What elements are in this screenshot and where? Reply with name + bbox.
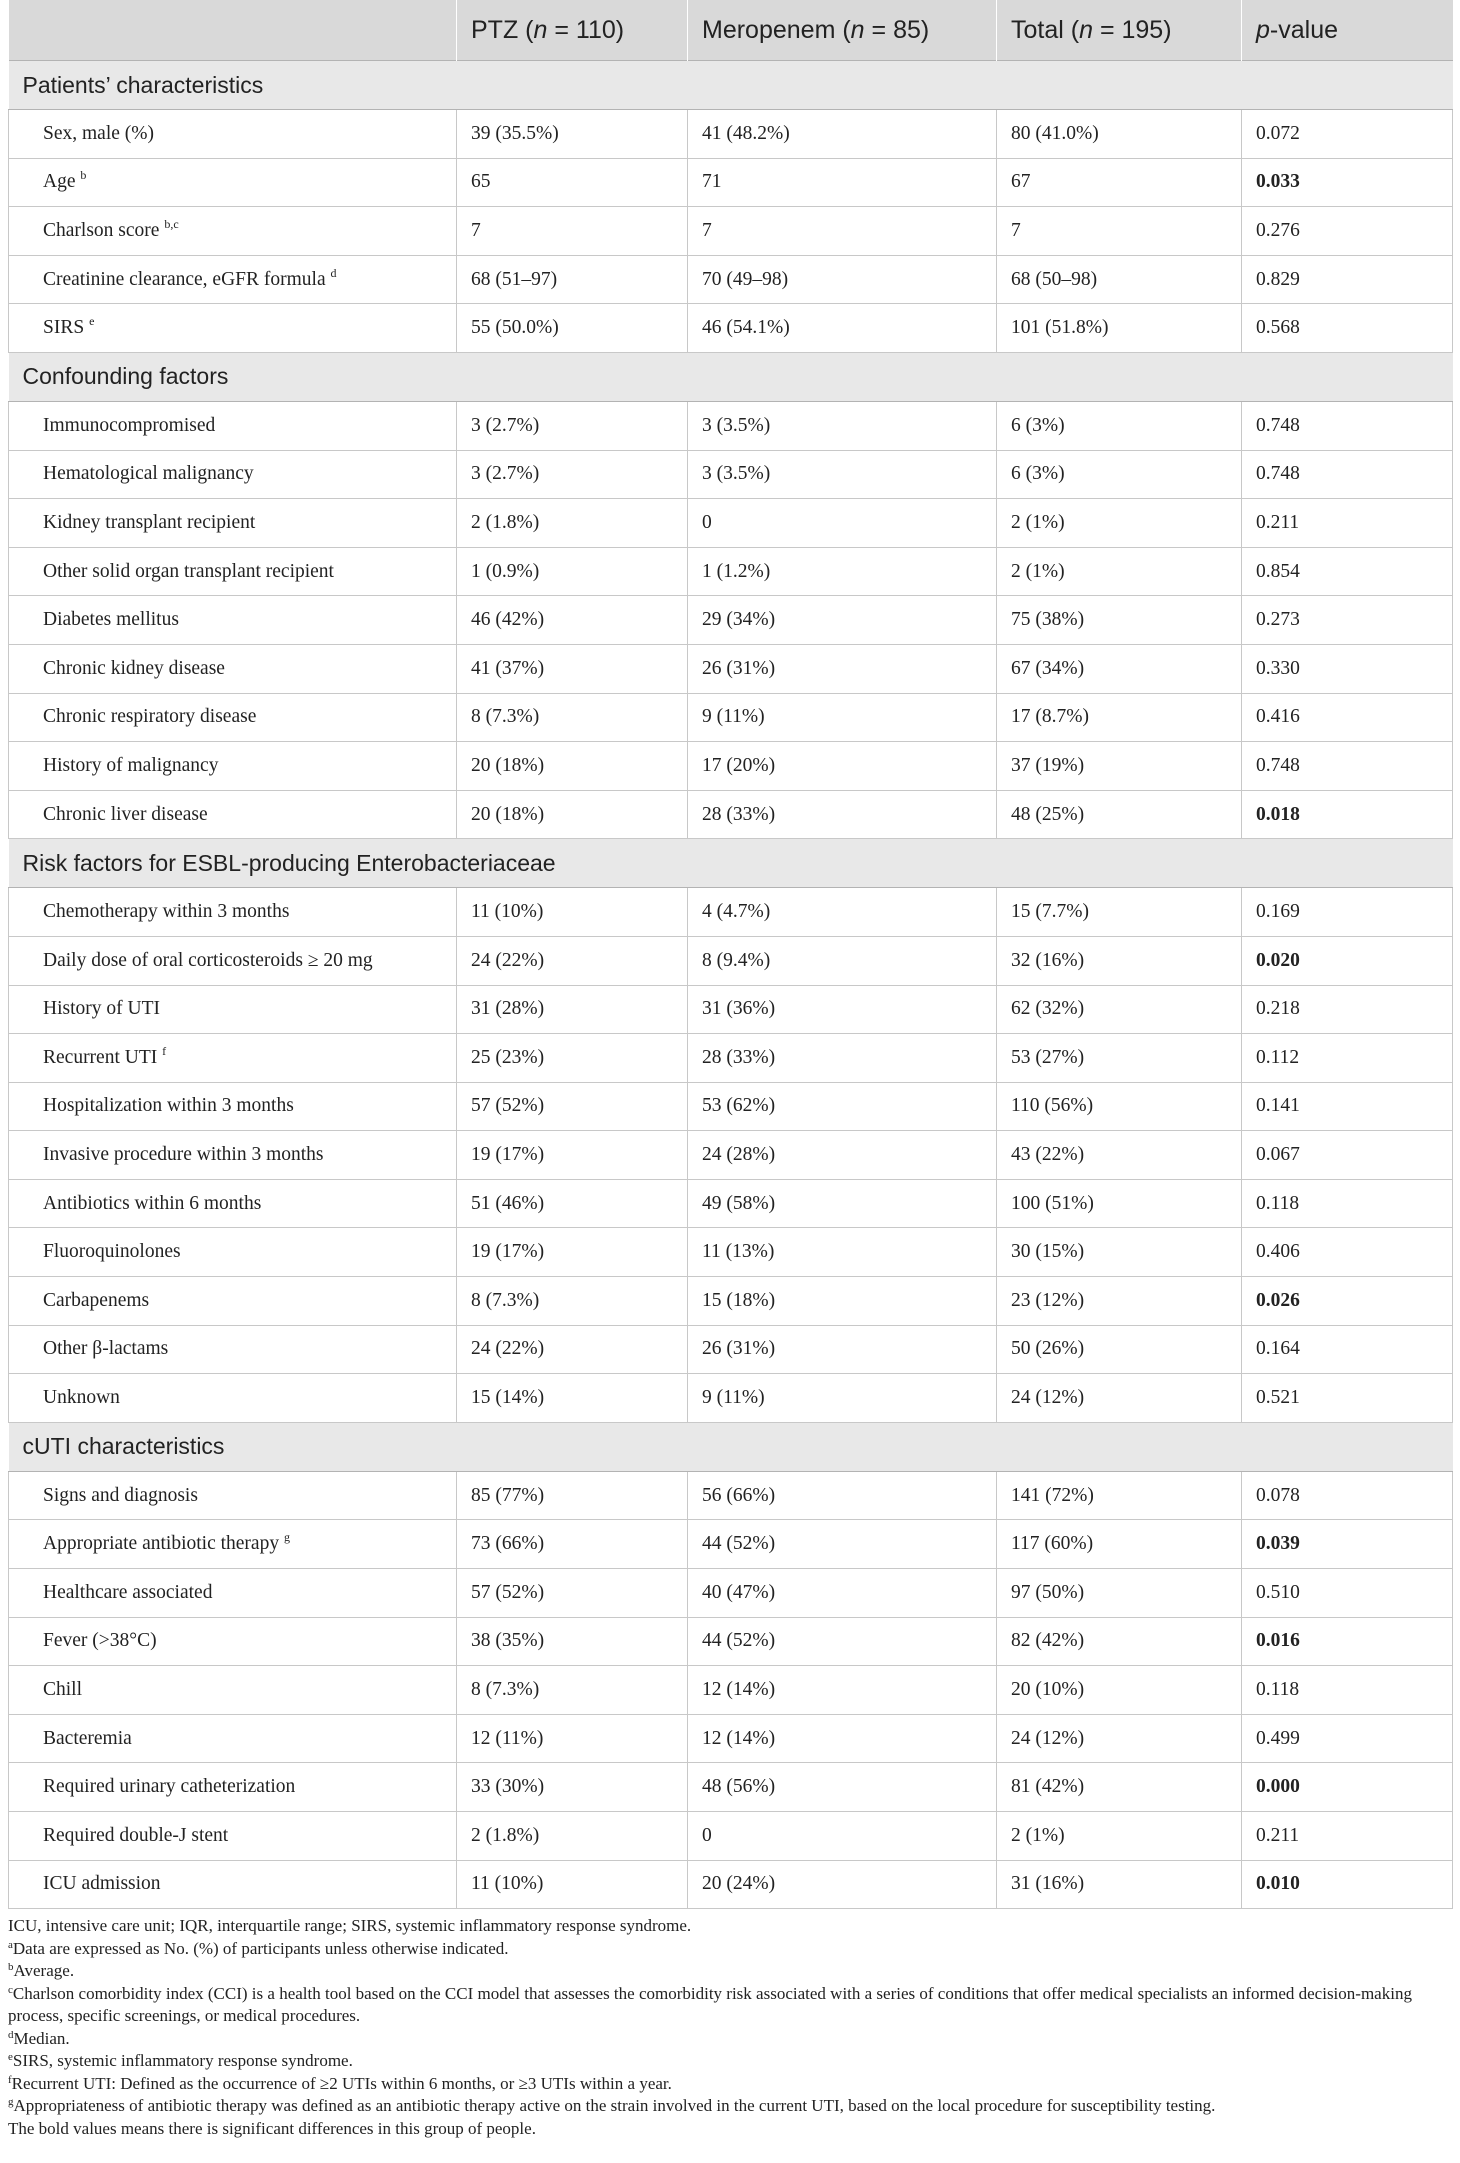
cell-p-value: 0.067 <box>1242 1131 1453 1180</box>
row-label <box>9 304 457 353</box>
row-label-text: Diabetes mellitus <box>43 609 179 631</box>
cell-ptz: 51 (46%) <box>457 1179 688 1228</box>
cell-ptz: 11 (10%) <box>457 1860 688 1909</box>
footnote-letter: f <box>8 2073 12 2086</box>
cell-meropenem: 44 (52%) <box>688 1617 997 1666</box>
footnote-letter: a <box>8 1938 13 1951</box>
cell-meropenem: 24 (28%) <box>688 1131 997 1180</box>
cell-p-value: 0.169 <box>1242 888 1453 937</box>
table-row <box>9 158 1453 207</box>
cell-meropenem: 29 (34%) <box>688 596 997 645</box>
cell-ptz: 55 (50.0%) <box>457 304 688 353</box>
cell-total: 50 (26%) <box>997 1325 1242 1374</box>
cell-ptz: 73 (66%) <box>457 1520 688 1569</box>
row-label <box>9 1617 457 1666</box>
footnote-text: Median. <box>13 2028 70 2048</box>
table-row <box>9 450 1453 499</box>
cell-ptz: 46 (42%) <box>457 596 688 645</box>
cell-ptz: 24 (22%) <box>457 936 688 985</box>
cell-total: 141 (72%) <box>997 1471 1242 1520</box>
cell-p-value: 0.026 <box>1242 1277 1453 1326</box>
row-label <box>9 1569 457 1618</box>
row-label-text: Fluoroquinolones <box>43 1241 181 1263</box>
table-row <box>9 1034 1453 1083</box>
row-label-text: Chill <box>43 1679 83 1701</box>
cell-p-value: 0.510 <box>1242 1569 1453 1618</box>
cell-meropenem: 1 (1.2%) <box>688 547 997 596</box>
header-label-column <box>9 0 457 61</box>
cell-meropenem: 12 (14%) <box>688 1666 997 1715</box>
footnote-marker: e <box>89 314 95 329</box>
cell-total: 24 (12%) <box>997 1714 1242 1763</box>
row-label-text: History of UTI <box>43 998 160 1020</box>
cell-meropenem: 71 <box>688 158 997 207</box>
table-row <box>9 1082 1453 1131</box>
cell-total: 80 (41.0%) <box>997 110 1242 159</box>
cell-p-value: 0.211 <box>1242 499 1453 548</box>
cell-meropenem: 12 (14%) <box>688 1714 997 1763</box>
cell-total: 67 <box>997 158 1242 207</box>
footnote-letter: c <box>8 1983 13 1996</box>
row-label <box>9 1860 457 1909</box>
table-row <box>9 1666 1453 1715</box>
cell-p-value: 0.829 <box>1242 255 1453 304</box>
table-container <box>8 0 1452 2140</box>
cell-total: 68 (50–98) <box>997 255 1242 304</box>
row-label <box>9 547 457 596</box>
row-label <box>9 742 457 791</box>
row-label-text: Recurrent UTI <box>43 1046 158 1068</box>
cell-meropenem: 3 (3.5%) <box>688 450 997 499</box>
header-meropenem: Meropenem (n = 85) <box>688 0 997 61</box>
characteristics-table <box>8 0 1453 1909</box>
cell-ptz: 38 (35%) <box>457 1617 688 1666</box>
cell-total: 15 (7.7%) <box>997 888 1242 937</box>
cell-total: 82 (42%) <box>997 1617 1242 1666</box>
cell-ptz: 8 (7.3%) <box>457 1277 688 1326</box>
table-row <box>9 255 1453 304</box>
cell-p-value: 0.406 <box>1242 1228 1453 1277</box>
cell-total: 24 (12%) <box>997 1374 1242 1423</box>
row-label <box>9 1374 457 1423</box>
cell-total: 30 (15%) <box>997 1228 1242 1277</box>
cell-total: 67 (34%) <box>997 644 1242 693</box>
table-row <box>9 596 1453 645</box>
table-row <box>9 1860 1453 1909</box>
footnote <box>8 1983 1452 2028</box>
cell-p-value: 0.499 <box>1242 1714 1453 1763</box>
cell-meropenem: 15 (18%) <box>688 1277 997 1326</box>
cell-p-value: 0.112 <box>1242 1034 1453 1083</box>
cell-total: 23 (12%) <box>997 1277 1242 1326</box>
cell-meropenem: 9 (11%) <box>688 693 997 742</box>
table-row <box>9 790 1453 839</box>
section-title: cUTI characteristics <box>9 1422 1453 1471</box>
cell-meropenem: 0 <box>688 1812 997 1861</box>
table-row <box>9 110 1453 159</box>
cell-total: 31 (16%) <box>997 1860 1242 1909</box>
cell-p-value: 0.020 <box>1242 936 1453 985</box>
row-label <box>9 1034 457 1083</box>
cell-meropenem: 40 (47%) <box>688 1569 997 1618</box>
header-ptz: PTZ (n = 110) <box>457 0 688 61</box>
cell-p-value: 0.078 <box>1242 1471 1453 1520</box>
row-label-text: Sex, male (%) <box>43 122 155 144</box>
row-label-text: History of malignancy <box>43 754 219 776</box>
table-row <box>9 304 1453 353</box>
cell-ptz: 8 (7.3%) <box>457 693 688 742</box>
row-label <box>9 1277 457 1326</box>
cell-total: 97 (50%) <box>997 1569 1242 1618</box>
cell-total: 32 (16%) <box>997 936 1242 985</box>
cell-ptz: 33 (30%) <box>457 1763 688 1812</box>
cell-ptz: 19 (17%) <box>457 1131 688 1180</box>
row-label <box>9 693 457 742</box>
row-label <box>9 644 457 693</box>
header-p-value: p-value <box>1242 0 1453 61</box>
footnote-text: Recurrent UTI: Defined as the occurrence of ≥2 UTIs within 6 months, or ≥3 UTIs within a year. <box>11 2073 672 2093</box>
cell-ptz: 20 (18%) <box>457 790 688 839</box>
section-header-row <box>9 61 1453 110</box>
row-label <box>9 158 457 207</box>
cell-p-value: 0.118 <box>1242 1666 1453 1715</box>
table-row <box>9 1471 1453 1520</box>
cell-p-value: 0.330 <box>1242 644 1453 693</box>
table-body <box>9 61 1453 1909</box>
cell-meropenem: 26 (31%) <box>688 644 997 693</box>
cell-ptz: 57 (52%) <box>457 1082 688 1131</box>
section-header-row <box>9 352 1453 401</box>
cell-p-value: 0.072 <box>1242 110 1453 159</box>
footnote <box>8 2095 1452 2118</box>
cell-total: 62 (32%) <box>997 985 1242 1034</box>
cell-total: 43 (22%) <box>997 1131 1242 1180</box>
cell-p-value: 0.141 <box>1242 1082 1453 1131</box>
cell-meropenem: 9 (11%) <box>688 1374 997 1423</box>
cell-p-value: 0.748 <box>1242 401 1453 450</box>
footnote-marker: d <box>330 265 337 280</box>
row-label <box>9 1228 457 1277</box>
cell-total: 2 (1%) <box>997 499 1242 548</box>
table-row <box>9 1131 1453 1180</box>
table-row <box>9 1325 1453 1374</box>
table-row <box>9 936 1453 985</box>
cell-p-value: 0.521 <box>1242 1374 1453 1423</box>
footnote-letter: d <box>8 2028 14 2041</box>
table-row <box>9 499 1453 548</box>
row-label <box>9 1082 457 1131</box>
row-label-text: Invasive procedure within 3 months <box>43 1144 324 1166</box>
section-header-row <box>9 839 1453 888</box>
footnote <box>8 2073 1452 2096</box>
row-label <box>9 1714 457 1763</box>
footnote-marker: b <box>80 168 87 183</box>
cell-total: 53 (27%) <box>997 1034 1242 1083</box>
table-row <box>9 1374 1453 1423</box>
cell-p-value: 0.033 <box>1242 158 1453 207</box>
row-label-text: Other β-lactams <box>43 1338 169 1360</box>
table-row <box>9 1569 1453 1618</box>
row-label <box>9 1179 457 1228</box>
footnote-text: Charlson comorbidity index (CCI) is a health tool based on the CCI model that assesses the comorbidity risk associated with a series of conditions that offer medical specialists an informed decision-making process, specific screenings, or medical procedures. <box>8 1983 1412 2026</box>
cell-p-value: 0.218 <box>1242 985 1453 1034</box>
cell-p-value: 0.748 <box>1242 742 1453 791</box>
cell-total: 117 (60%) <box>997 1520 1242 1569</box>
row-label <box>9 790 457 839</box>
row-label-text: Appropriate antibiotic therapy <box>43 1533 280 1555</box>
cell-ptz: 20 (18%) <box>457 742 688 791</box>
header-total: Total (n = 195) <box>997 0 1242 61</box>
header-row <box>9 0 1453 61</box>
row-label <box>9 1812 457 1861</box>
cell-ptz: 15 (14%) <box>457 1374 688 1423</box>
cell-meropenem: 49 (58%) <box>688 1179 997 1228</box>
cell-p-value: 0.018 <box>1242 790 1453 839</box>
footnote-letter: e <box>8 2051 13 2064</box>
footnote <box>8 1915 1452 1938</box>
cell-p-value: 0.016 <box>1242 1617 1453 1666</box>
row-label-text: Signs and diagnosis <box>43 1484 198 1506</box>
row-label <box>9 401 457 450</box>
cell-ptz: 68 (51–97) <box>457 255 688 304</box>
table-row <box>9 742 1453 791</box>
table-row <box>9 1520 1453 1569</box>
cell-ptz: 19 (17%) <box>457 1228 688 1277</box>
footnote-text: Appropriateness of antibiotic therapy was defined as an antibiotic therapy active on the strain involved in the current UTI, based on the local procedure for susceptibility testing. <box>13 2096 1216 2116</box>
cell-total: 20 (10%) <box>997 1666 1242 1715</box>
cell-ptz: 2 (1.8%) <box>457 499 688 548</box>
footnote <box>8 1938 1452 1961</box>
footnote <box>8 2050 1452 2073</box>
cell-p-value: 0.568 <box>1242 304 1453 353</box>
cell-ptz: 3 (2.7%) <box>457 401 688 450</box>
cell-p-value: 0.273 <box>1242 596 1453 645</box>
cell-meropenem: 28 (33%) <box>688 1034 997 1083</box>
cell-ptz: 57 (52%) <box>457 1569 688 1618</box>
cell-p-value: 0.416 <box>1242 693 1453 742</box>
table-row <box>9 547 1453 596</box>
cell-total: 101 (51.8%) <box>997 304 1242 353</box>
cell-ptz: 8 (7.3%) <box>457 1666 688 1715</box>
row-label <box>9 499 457 548</box>
cell-meropenem: 26 (31%) <box>688 1325 997 1374</box>
section-title: Patients’ characteristics <box>9 61 1453 110</box>
cell-meropenem: 28 (33%) <box>688 790 997 839</box>
cell-p-value: 0.010 <box>1242 1860 1453 1909</box>
row-label-text: Bacteremia <box>43 1727 132 1749</box>
section-header-row <box>9 1422 1453 1471</box>
cell-total: 2 (1%) <box>997 547 1242 596</box>
footnote <box>8 2118 1452 2141</box>
cell-ptz: 24 (22%) <box>457 1325 688 1374</box>
row-label-text: Hematological malignancy <box>43 463 254 485</box>
cell-ptz: 65 <box>457 158 688 207</box>
row-label <box>9 255 457 304</box>
cell-ptz: 11 (10%) <box>457 888 688 937</box>
cell-total: 6 (3%) <box>997 401 1242 450</box>
table-row <box>9 401 1453 450</box>
row-label-text: Required double-J stent <box>43 1824 229 1846</box>
cell-total: 7 <box>997 207 1242 256</box>
cell-meropenem: 20 (24%) <box>688 1860 997 1909</box>
cell-p-value: 0.164 <box>1242 1325 1453 1374</box>
cell-p-value: 0.748 <box>1242 450 1453 499</box>
footnote-marker: b,c <box>164 216 179 231</box>
row-label-text: Immunocompromised <box>43 414 216 436</box>
cell-meropenem: 17 (20%) <box>688 742 997 791</box>
row-label-text: ICU admission <box>43 1873 161 1895</box>
row-label-text: Chronic liver disease <box>43 803 208 825</box>
row-label-text: Other solid organ transplant recipient <box>43 560 334 582</box>
row-label-text: Hospitalization within 3 months <box>43 1095 294 1117</box>
footnote <box>8 2028 1452 2051</box>
table-row <box>9 1277 1453 1326</box>
cell-total: 81 (42%) <box>997 1763 1242 1812</box>
footnote-text: ICU, intensive care unit; IQR, interquartile range; SIRS, systemic inflammatory response syndrome. <box>8 1916 692 1936</box>
cell-ptz: 3 (2.7%) <box>457 450 688 499</box>
cell-ptz: 85 (77%) <box>457 1471 688 1520</box>
footnotes <box>8 1915 1452 2140</box>
row-label <box>9 1666 457 1715</box>
row-label-text: Healthcare associated <box>43 1581 213 1603</box>
row-label <box>9 207 457 256</box>
row-label <box>9 1520 457 1569</box>
cell-total: 48 (25%) <box>997 790 1242 839</box>
cell-meropenem: 3 (3.5%) <box>688 401 997 450</box>
cell-ptz: 25 (23%) <box>457 1034 688 1083</box>
row-label-text: Required urinary catheterization <box>43 1776 296 1798</box>
table-row <box>9 693 1453 742</box>
row-label <box>9 1325 457 1374</box>
table-row <box>9 1179 1453 1228</box>
row-label <box>9 1763 457 1812</box>
row-label-text: Antibiotics within 6 months <box>43 1192 262 1214</box>
cell-meropenem: 44 (52%) <box>688 1520 997 1569</box>
cell-meropenem: 56 (66%) <box>688 1471 997 1520</box>
cell-meropenem: 4 (4.7%) <box>688 888 997 937</box>
row-label-text: Age <box>43 171 76 193</box>
cell-p-value: 0.276 <box>1242 207 1453 256</box>
cell-meropenem: 70 (49–98) <box>688 255 997 304</box>
cell-meropenem: 48 (56%) <box>688 1763 997 1812</box>
row-label <box>9 1131 457 1180</box>
row-label <box>9 1471 457 1520</box>
cell-total: 110 (56%) <box>997 1082 1242 1131</box>
cell-total: 75 (38%) <box>997 596 1242 645</box>
cell-p-value: 0.000 <box>1242 1763 1453 1812</box>
row-label-text: Unknown <box>43 1387 120 1409</box>
footnote-text: Data are expressed as No. (%) of participants unless otherwise indicated. <box>12 1938 509 1958</box>
row-label-text: Daily dose of oral corticosteroids ≥ 20 mg <box>43 949 373 971</box>
row-label-text: SIRS <box>43 317 85 339</box>
cell-ptz: 2 (1.8%) <box>457 1812 688 1861</box>
table-row <box>9 888 1453 937</box>
cell-meropenem: 31 (36%) <box>688 985 997 1034</box>
cell-meropenem: 41 (48.2%) <box>688 110 997 159</box>
cell-meropenem: 11 (13%) <box>688 1228 997 1277</box>
cell-total: 2 (1%) <box>997 1812 1242 1861</box>
section-title: Confounding factors <box>9 352 1453 401</box>
table-row <box>9 1812 1453 1861</box>
cell-ptz: 39 (35.5%) <box>457 110 688 159</box>
cell-meropenem: 0 <box>688 499 997 548</box>
cell-p-value: 0.211 <box>1242 1812 1453 1861</box>
row-label-text: Carbapenems <box>43 1289 150 1311</box>
cell-meropenem: 7 <box>688 207 997 256</box>
footnote-marker: g <box>283 1530 290 1545</box>
cell-total: 100 (51%) <box>997 1179 1242 1228</box>
section-title: Risk factors for ESBL-producing Enterobacteriaceae <box>9 839 1453 888</box>
row-label-text: Kidney transplant recipient <box>43 511 256 533</box>
table-row <box>9 644 1453 693</box>
footnote-marker: f <box>162 1043 167 1058</box>
footnote <box>8 1960 1452 1983</box>
table-row <box>9 207 1453 256</box>
cell-meropenem: 53 (62%) <box>688 1082 997 1131</box>
row-label-text: Charlson score <box>43 219 160 241</box>
footnote-letter: b <box>8 1961 14 1974</box>
footnote-text: SIRS, systemic inflammatory response syndrome. <box>12 2051 353 2071</box>
cell-ptz: 7 <box>457 207 688 256</box>
row-label <box>9 596 457 645</box>
table-row <box>9 985 1453 1034</box>
footnote-text: Average. <box>13 1961 75 1981</box>
cell-total: 17 (8.7%) <box>997 693 1242 742</box>
row-label-text: Chemotherapy within 3 months <box>43 901 290 923</box>
cell-ptz: 12 (11%) <box>457 1714 688 1763</box>
cell-total: 6 (3%) <box>997 450 1242 499</box>
cell-meropenem: 8 (9.4%) <box>688 936 997 985</box>
cell-p-value: 0.118 <box>1242 1179 1453 1228</box>
cell-ptz: 1 (0.9%) <box>457 547 688 596</box>
cell-p-value: 0.039 <box>1242 1520 1453 1569</box>
table-row <box>9 1617 1453 1666</box>
row-label <box>9 110 457 159</box>
row-label-text: Chronic respiratory disease <box>43 706 257 728</box>
row-label <box>9 450 457 499</box>
cell-p-value: 0.854 <box>1242 547 1453 596</box>
footnote-text: The bold values means there is significant differences in this group of people. <box>8 2118 536 2138</box>
cell-total: 37 (19%) <box>997 742 1242 791</box>
table-row <box>9 1714 1453 1763</box>
table-row <box>9 1228 1453 1277</box>
row-label-text: Creatinine clearance, eGFR formula <box>43 268 326 290</box>
row-label-text: Fever (>38°C) <box>43 1630 157 1652</box>
row-label-text: Chronic kidney disease <box>43 657 225 679</box>
row-label <box>9 936 457 985</box>
table-row <box>9 1763 1453 1812</box>
row-label <box>9 888 457 937</box>
cell-ptz: 31 (28%) <box>457 985 688 1034</box>
cell-meropenem: 46 (54.1%) <box>688 304 997 353</box>
row-label <box>9 985 457 1034</box>
cell-ptz: 41 (37%) <box>457 644 688 693</box>
footnote-letter: g <box>8 2096 14 2109</box>
